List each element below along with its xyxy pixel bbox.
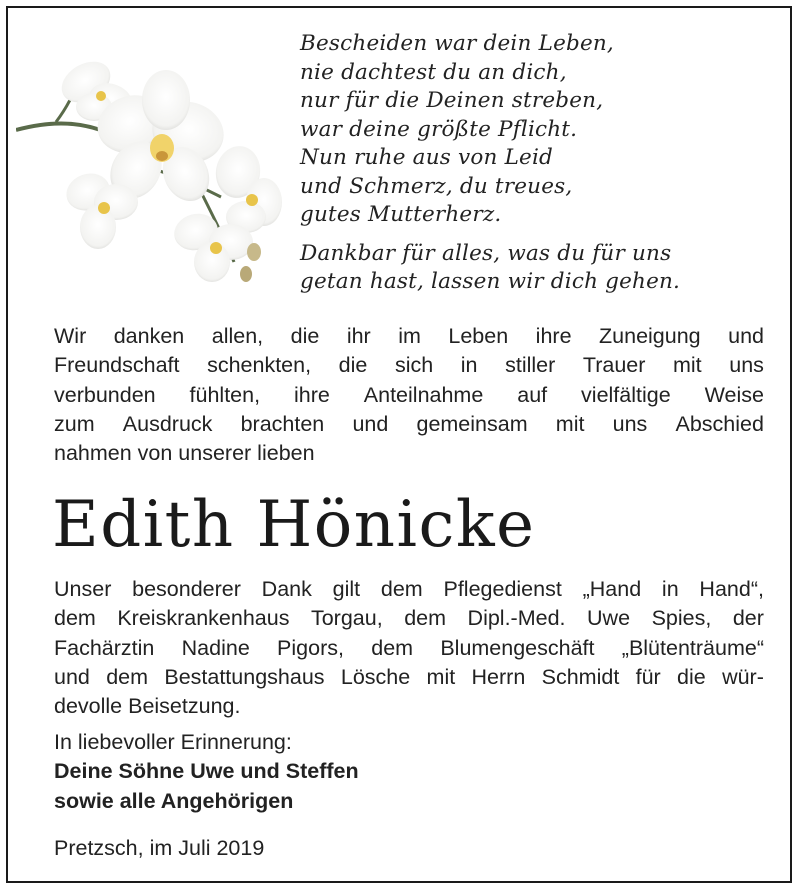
word: Hand“, [699,577,764,601]
word: dem [380,577,423,601]
word: allen, [211,324,264,348]
word: sich [394,353,434,378]
word: fühlten, [189,382,261,407]
word: Kreiskrankenhaus [117,606,290,631]
poem-line: Bescheiden war dein Leben, [300,31,614,56]
word: besonderer [132,577,241,601]
poem-line: war deine größte Pflicht. [300,116,578,142]
word: Schmidt [541,664,620,689]
special-thanks-paragraph [54,575,764,721]
word: stiller [505,353,556,378]
word: in [661,577,679,601]
poem-line: getan hast, lassen wir dich gehen. [300,269,681,294]
word: ihr [346,324,371,348]
word: Bestattungshaus [164,664,325,689]
word: Unser [54,577,112,601]
word: Lösche [340,664,411,689]
word: Abschied [675,411,764,436]
poem-line: gutes Mutterherz. [300,202,502,227]
word: Pigors, [277,635,344,660]
word: und [352,411,389,436]
word: und [728,324,764,348]
poem-line: und Schmerz, du treues, [300,173,573,199]
word: „Hand [582,577,642,601]
poem-line: nur für die Deinen streben, [300,88,604,113]
word: Weise [704,382,764,407]
word: dem [54,606,96,631]
word: Ausdruck [122,411,213,436]
word: Dank [261,577,312,601]
special-thanks-line: devolle Beisetzung. [54,694,241,719]
deceased-name: Edith Hönicke [52,488,536,562]
word: dem [404,606,447,631]
word: der [732,606,764,631]
word: Nadine [181,635,250,660]
word: Blumengeschäft [440,635,595,660]
word: Freundschaft [54,353,180,378]
signers-line-1: Deine Söhne Uwe und Steffen [54,759,359,784]
word: verbunden [54,382,156,407]
poem-stanza-2 [300,240,780,297]
special-thanks-line [54,663,764,692]
word: Wir [54,324,87,348]
thanks-line [54,351,764,380]
word: Pflegedienst [443,577,562,601]
word: wür- [722,664,764,689]
poem-line: nie dachtest du an dich, [300,59,567,85]
word: Torgau, [310,606,383,631]
special-thanks-line [54,575,764,604]
word: Anteilnahme [363,382,484,407]
poem [300,30,780,297]
memory-block [54,728,764,816]
thanks-line [54,322,764,351]
signers-line-2: sowie alle Angehörigen [54,788,294,813]
word: die [338,353,368,378]
word: dem [371,635,414,660]
orchid-flower-icon [16,52,284,292]
word: gilt [332,577,361,601]
word: Spies, [651,606,712,631]
word: ihre [535,324,572,348]
word: „Blütenträume“ [621,635,764,660]
word: uns [612,411,648,436]
word: brachten [240,411,325,436]
word: vielfältige [581,382,671,407]
word: mit [426,664,456,689]
thanks-paragraph [54,322,764,468]
word: Dipl.-Med. [467,606,566,631]
word: im [398,324,421,348]
word: mit [555,411,585,436]
poem-stanza-1 [300,30,780,230]
word: gemeinsam [416,411,528,436]
poem-line: Nun ruhe aus von Leid [300,145,554,170]
word: Herrn [471,664,526,689]
obituary-card [6,6,792,883]
word: Uwe [587,606,631,631]
special-thanks-line [54,634,764,663]
word: uns [729,353,764,378]
memory-intro: In liebevoller Erinnerung: [54,730,292,754]
word: danken [113,324,185,348]
place-date-text: Pretzsch, im Juli 2019 [54,836,265,860]
poem-line: Dankbar für alles, was du für uns [300,240,672,266]
thanks-line [54,381,764,410]
word: Fachärztin [54,635,155,660]
word: die [290,324,320,348]
word: Zuneigung [599,324,701,348]
word: zum [54,411,95,436]
word: auf [517,382,548,407]
word: mit [673,353,702,378]
word: Trauer [582,353,646,378]
place-date [54,834,764,863]
special-thanks-line [54,604,764,633]
word: schenkten, [207,353,312,378]
word: Leben [448,324,509,348]
word: und [54,664,90,689]
word: ihre [294,382,330,407]
thanks-line: nahmen von unserer lieben [54,441,315,466]
word: für [635,664,661,689]
word: dem [106,664,149,689]
thanks-line [54,410,764,439]
word: in [460,353,478,378]
word: die [677,664,706,689]
